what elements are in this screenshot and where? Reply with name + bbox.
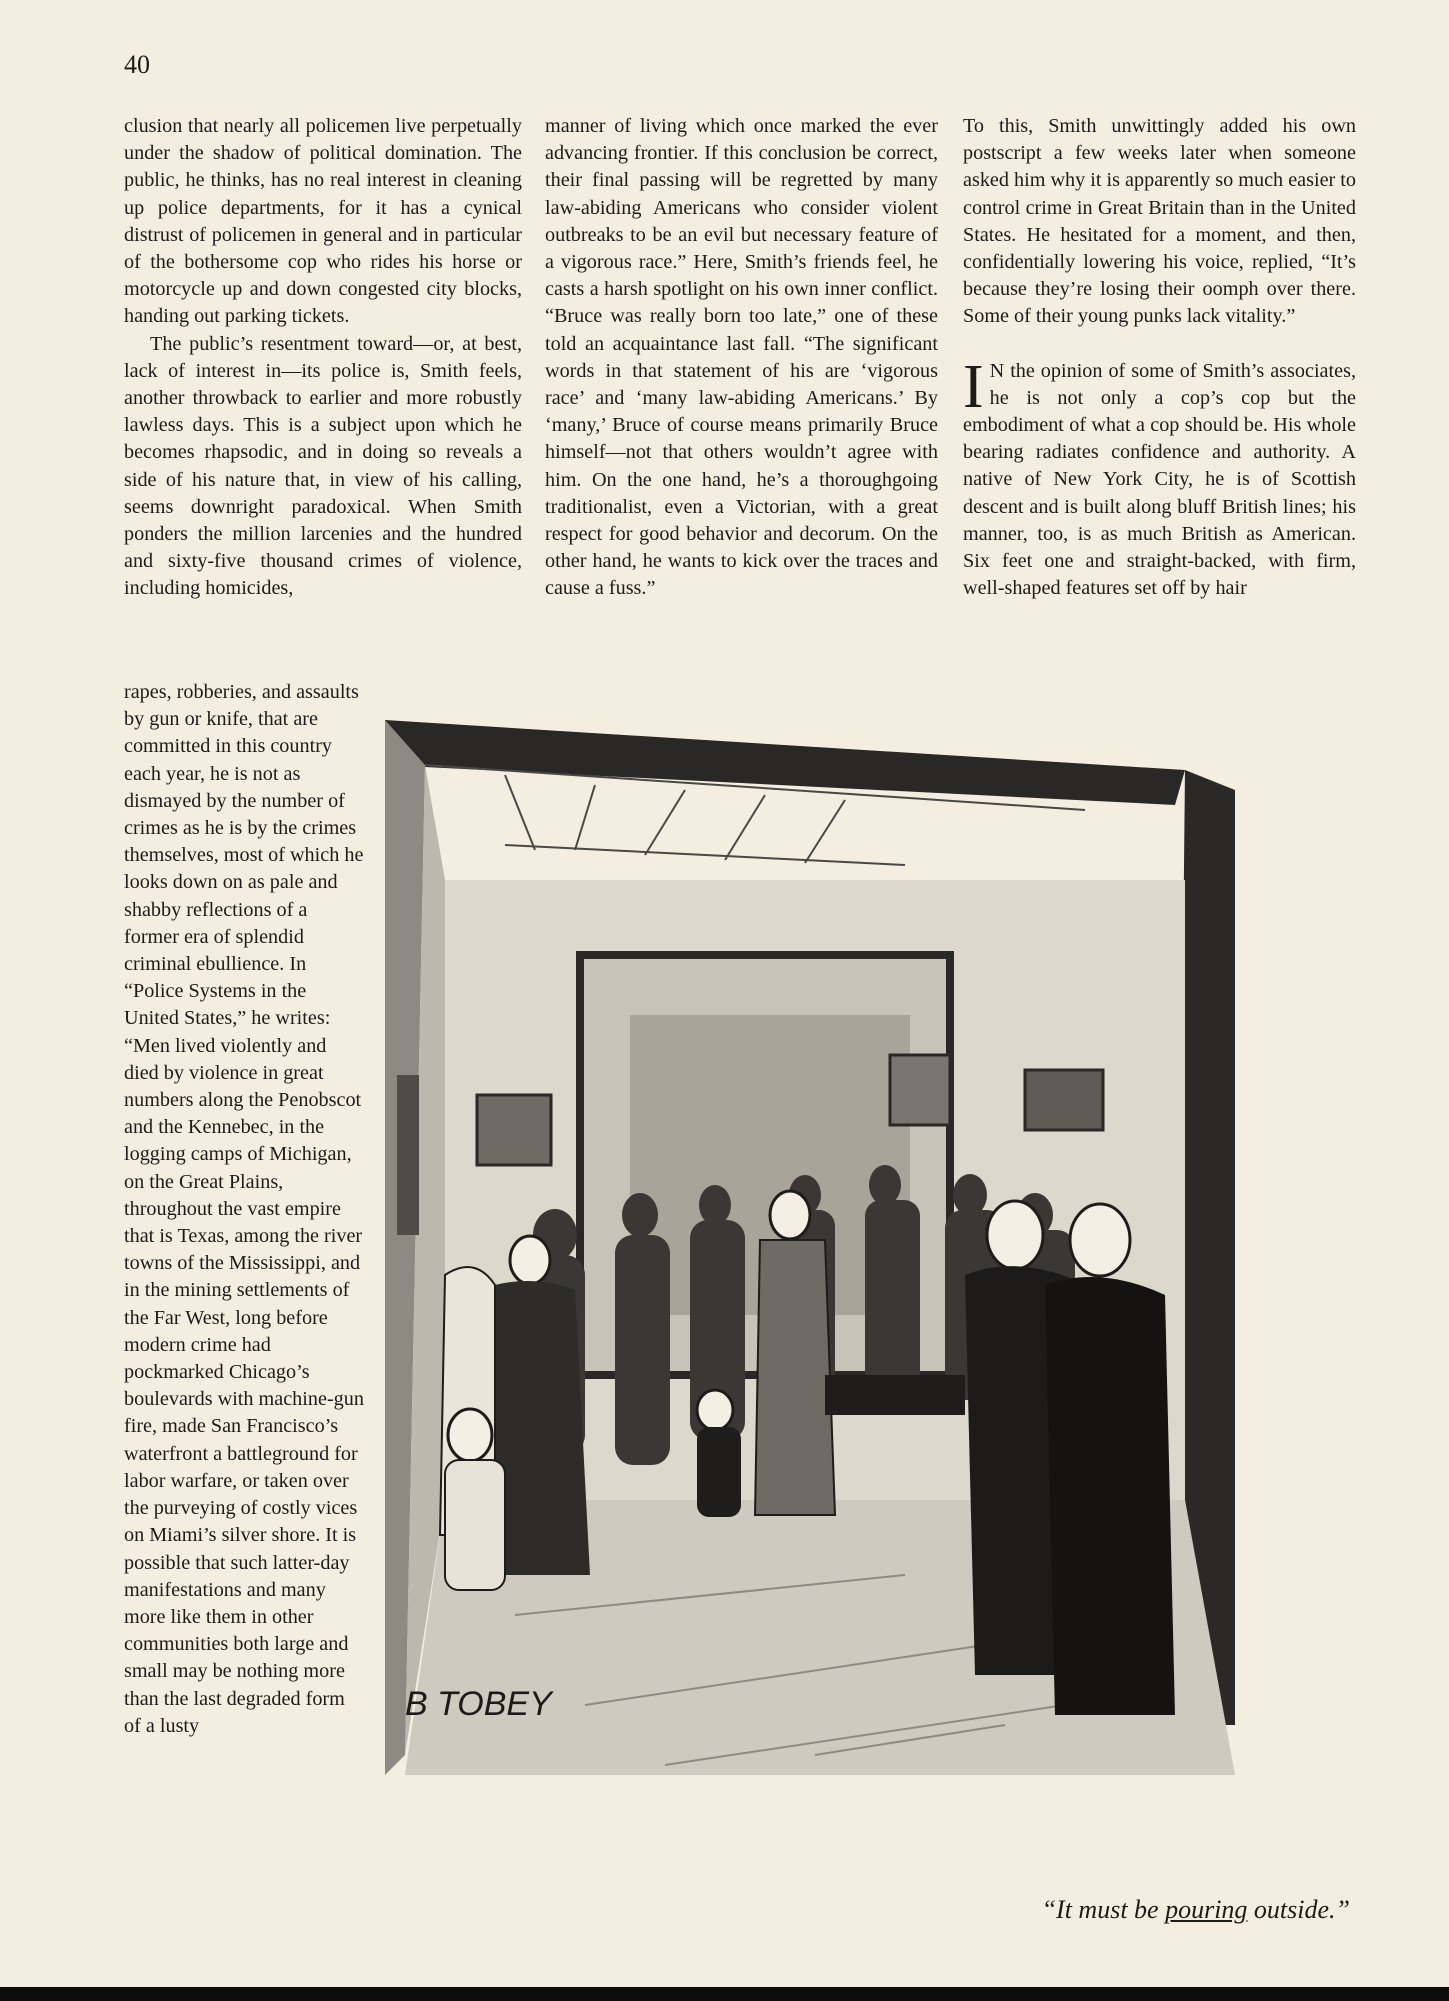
page-bottom-border: [0, 1987, 1449, 2001]
paragraph: The public’s resentment toward—or, at best, lack of interest in—its police is, Smith feels, another throwback to earlier and more robustly lawless days. This is a subject upon which he becomes rhapsodic, and in doing so reveals a side of his nature that, in view of his calling, seems downright paradoxical. When Smith ponders the million larcenies and the hundred and sixty-five thousand crimes of violence, including homicides,: [124, 332, 522, 600]
paragraph-continued: rapes, robberies, and assaults by gun or knife, that are committed in this country each year, he is not as dismayed by the number of crimes as he is by the crimes themselves, most of which he looks down on as pale and shabby reflections of a former era of splendid criminal ebullience. In “Police Systems in the United States,” he writes: “Men lived violently and died by violence in great numbers along the Penobscot and the Kennebec, in the logging camps of Michigan, on the Great Plains, throughout the vast empire that is Texas, among the river towns of the Mississippi, and in the mining settlements of the Far West, long before modern crime had pockmarked Chicago’s boulevards with machine-gun fire, made San Francisco’s waterfront a battleground for labor warfare, or taken over the purveying of costly vices on Miami’s silver shore. It is possible that such latter-day manifestations and many more like them in other communities both large and small may be nothing more than the last degraded form of a lusty: [124, 681, 364, 1737]
article-column-2: [545, 113, 938, 603]
paragraph: manner of living which once marked the ever advancing frontier. If this conclusion be correct, their final passing will be regretted by many law-abiding Americans who consider violent outbreaks to be an evil but necessary feature of a vigorous race.” Here, Smith’s friends feel, he casts a harsh spotlight on his own inner conflict. “Bruce was really born too late,” one of these told an acquaintance last fall. “The significant words in that statement of his are ‘vigorous race’ and ‘many law-abiding Americans.’ By ‘many,’ Bruce of course means primarily Bruce himself—not that others wouldn’t agree with him. On the one hand, he’s a thoroughgoing traditionalist, even a Victorian, with a great respect for good behavior and decorum. On the other hand, he wants to kick over the traces and cause a fuss.”: [545, 115, 938, 600]
caption-emphasis: pouring: [1165, 1895, 1248, 1924]
page-number: 40: [124, 50, 150, 79]
article-column-3: [963, 113, 1356, 602]
paragraph: To this, Smith unwittingly added his own postscript a few weeks later when someone asked him why it is apparently so much easier to control crime in Great Britain than in the United States. He hesitated for a moment, and then, confidentially lowering his voice, replied, “It’s because they’re losing their oomph over there. Some of their young punks lack vitality.”: [963, 115, 1357, 328]
article-column-1-narrow: [124, 679, 364, 1740]
paragraph-text: N the opinion of some of Smith’s associates, he is not only a cop’s cop but the embodiment of what a cop should be. His whole bearing radiates confidence and authority. A native of New York City, he is of Scottish descent and is built along bluff British lines; his manner, too, is as much British as American. Six feet one and straight-backed, with firm, well-shaped features set off by hair: [963, 359, 1356, 600]
article-column-1: [124, 113, 522, 603]
caption-text: “It must be: [1041, 1895, 1166, 1924]
cartoon-caption: [900, 1895, 1350, 1925]
cartoon-illustration: [385, 715, 1400, 1810]
paragraph-dropcap: [963, 352, 1356, 603]
dropcap: I: [963, 352, 984, 421]
caption-text-end: outside.”: [1247, 1895, 1350, 1924]
cartoonist-signature: B TOBEY: [405, 1685, 552, 1723]
paragraph: clusion that nearly all policemen live perpetually under the shadow of political domination. The public, he thinks, has no real interest in cleaning up police departments, for it has a cynical distrust of policemen in general and in particular of the bothersome cop who rides his horse or motorcycle up and down congested city blocks, handing out parking tickets.: [124, 115, 522, 328]
